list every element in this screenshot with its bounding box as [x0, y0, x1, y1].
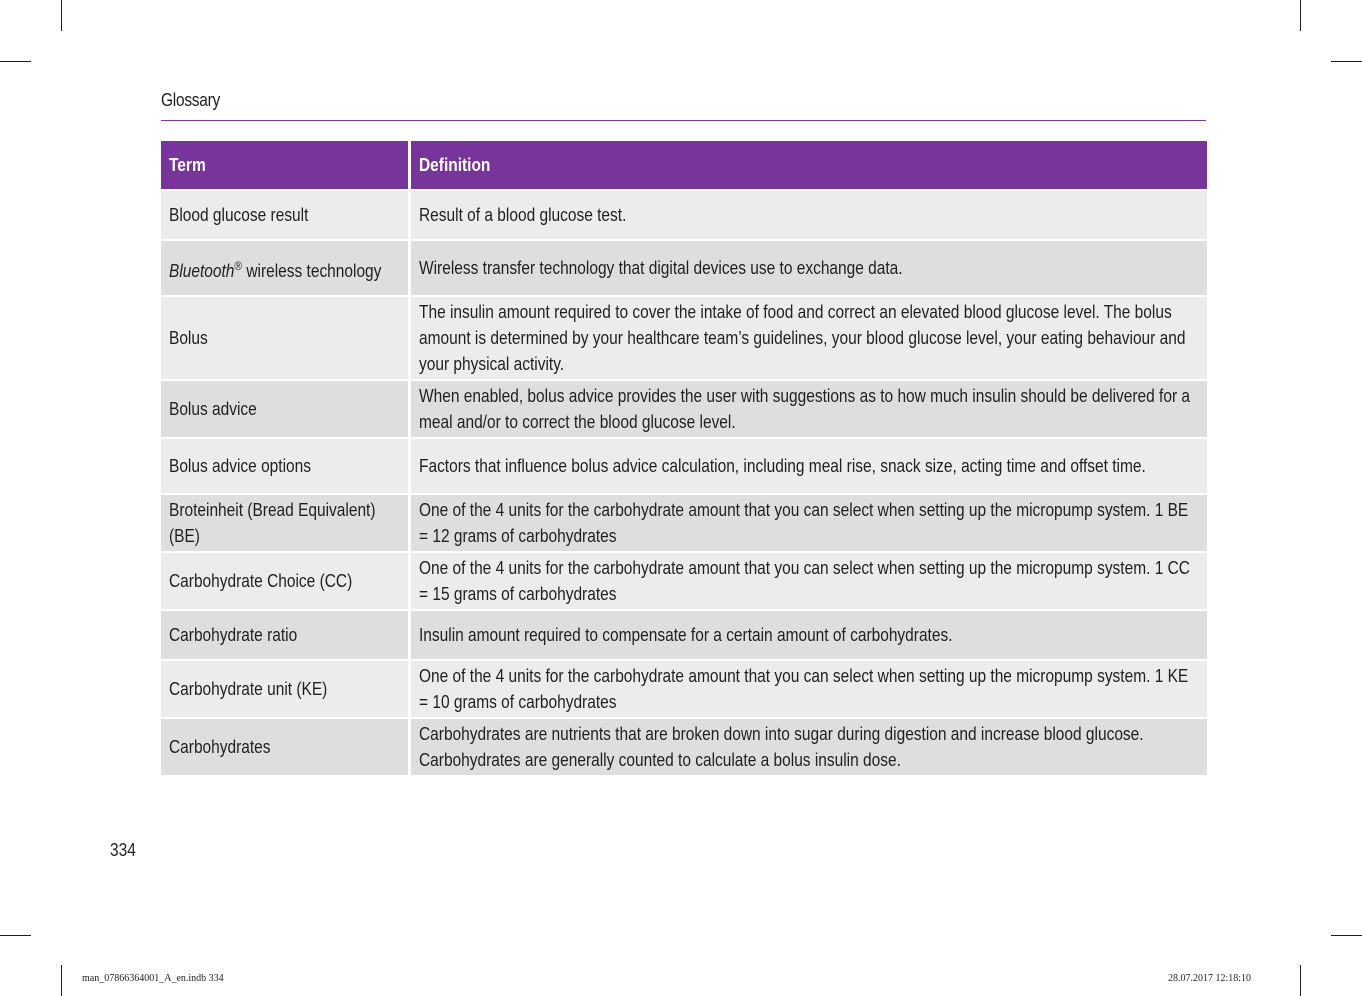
crop-mark	[1331, 935, 1362, 936]
term-cell: Carbohydrates	[161, 718, 409, 776]
definition-cell: Wireless transfer technology that digital devices use to exchange data.	[409, 240, 1207, 296]
crop-mark	[0, 935, 31, 936]
definition-cell: The insulin amount required to cover the intake of food and correct an elevated blood glucose level. The bolus amount is determined by your healthcare team’s guidelines, your blood glucose level, your eating behaviour and your physical activity.	[409, 296, 1207, 380]
table-row	[161, 240, 1207, 296]
definition-cell: When enabled, bolus advice provides the user with suggestions as to how much insulin should be delivered for a meal and/or to correct the blood glucose level.	[409, 380, 1207, 438]
term-cell: Carbohydrate Choice (CC)	[161, 552, 409, 610]
section-title: Glossary	[161, 90, 221, 110]
definition-cell: One of the 4 units for the carbohydrate amount that you can select when setting up the micropump system. 1 CC = 15 grams of carbohydrates	[409, 552, 1207, 610]
term-cell: Carbohydrate ratio	[161, 610, 409, 660]
crop-mark	[1300, 0, 1301, 31]
print-slug-file: man_07866364001_A_en.indb 334	[82, 973, 224, 984]
crop-mark	[1300, 965, 1301, 996]
definition-cell: Insulin amount required to compensate for a certain amount of carbohydrates.	[409, 610, 1207, 660]
print-slug-timestamp: 28.07.2017 12:18:10	[1168, 973, 1252, 984]
column-header-definition: Definition	[409, 141, 1207, 190]
term-italic: Bluetooth	[169, 260, 235, 281]
term-cell: Carbohydrate unit (KE)	[161, 660, 409, 718]
table-header-row	[161, 141, 1207, 190]
term-cell: Blood glucose result	[161, 190, 409, 240]
crop-mark	[1331, 61, 1362, 62]
glossary-table	[161, 141, 1207, 777]
table-row	[161, 494, 1207, 552]
term-cell: Bolus	[161, 296, 409, 380]
column-header-term: Term	[161, 141, 409, 190]
term-cell: Bluetooth® wireless technology	[161, 240, 409, 296]
table-row	[161, 610, 1207, 660]
page-number: 334	[110, 840, 136, 860]
definition-cell: One of the 4 units for the carbohydrate amount that you can select when setting up the micropump system. 1 BE = 12 grams of carbohydrates	[409, 494, 1207, 552]
term-cell: Bolus advice options	[161, 438, 409, 494]
table-row	[161, 438, 1207, 494]
table-row	[161, 660, 1207, 718]
crop-mark	[61, 0, 62, 31]
registered-mark: ®	[234, 258, 243, 273]
definition-cell: Result of a blood glucose test.	[409, 190, 1207, 240]
crop-mark	[61, 965, 62, 996]
term-cell: Bolus advice	[161, 380, 409, 438]
table-row	[161, 190, 1207, 240]
crop-mark	[0, 61, 31, 62]
definition-cell: Carbohydrates are nutrients that are broken down into sugar during digestion and increase blood glucose. Carbohydrates are generally counted to calculate a bolus insulin dose.	[409, 718, 1207, 776]
definition-cell: One of the 4 units for the carbohydrate amount that you can select when setting up the micropump system. 1 KE = 10 grams of carbohydrates	[409, 660, 1207, 718]
table-row	[161, 296, 1207, 380]
definition-cell: Factors that influence bolus advice calculation, including meal rise, snack size, acting time and offset time.	[409, 438, 1207, 494]
table-row	[161, 718, 1207, 776]
table-row	[161, 380, 1207, 438]
table-row	[161, 552, 1207, 610]
term-cell: Broteinheit (Bread Equivalent) (BE)	[161, 494, 409, 552]
header-rule	[161, 120, 1206, 121]
